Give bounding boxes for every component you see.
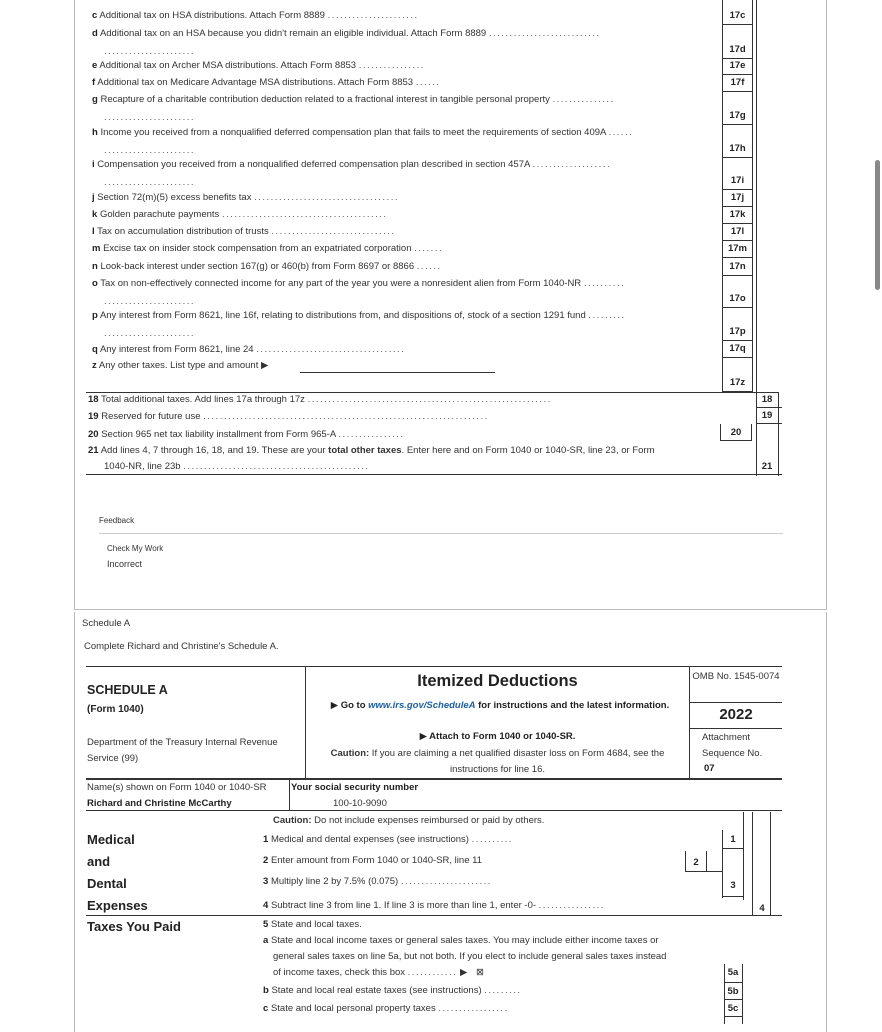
box-17-label: 17c xyxy=(729,10,746,21)
rule xyxy=(86,915,782,916)
line-text: Section 72(m)(5) excess benefits tax xyxy=(97,192,252,203)
box-17-label: 17n xyxy=(729,261,746,272)
box-17-label: 17z xyxy=(729,377,746,388)
box-17-rule xyxy=(722,58,753,59)
taxpayer-name: Richard and Christine McCarthy xyxy=(87,798,232,809)
line-17-row xyxy=(92,127,633,139)
form-top-rule xyxy=(86,666,782,667)
line-17-row xyxy=(92,10,419,22)
ssn-value: 100-10-9090 xyxy=(333,798,387,809)
box-17-label: 17m xyxy=(727,243,747,254)
box-17-label: 17h xyxy=(729,143,746,154)
line-17-row xyxy=(92,28,601,40)
line-17-row xyxy=(92,94,615,106)
leader-dots-cont: ...................... xyxy=(104,177,196,188)
box-17-label: 17p xyxy=(729,326,746,337)
leader-dots: .............................. xyxy=(271,226,396,237)
panel-divider xyxy=(74,609,826,610)
line-letter: f xyxy=(92,77,96,88)
box-17-rule xyxy=(722,206,753,207)
feedback-rule xyxy=(99,533,783,534)
rule xyxy=(756,407,782,408)
box-17-rule xyxy=(722,91,753,92)
line-text: Income you received from a nonqualified deferred compensation plan that fails to meet the requirements of section 409A xyxy=(100,127,606,138)
leader-dots: ........................................ xyxy=(221,209,388,220)
box-17-label: 17g xyxy=(729,110,746,121)
name-label: Name(s) shown on Form 1040 or 1040-SR xyxy=(87,782,267,793)
line-17-row xyxy=(92,344,405,356)
line-19: 19 Reserved for future use ..................................................................... xyxy=(88,411,489,422)
line-2: 2 Enter amount from Form 1040 or 1040-SR, line 11 xyxy=(263,855,482,866)
line-letter: h xyxy=(92,127,98,138)
rule xyxy=(86,810,782,811)
box-17-label: 17l xyxy=(730,226,745,237)
leader-dots: ................................... xyxy=(254,192,399,203)
omb-number: OMB No. 1545-0074 xyxy=(692,671,780,682)
line-letter: d xyxy=(92,28,98,39)
sequence-number: 07 xyxy=(704,763,715,774)
result-status: Incorrect xyxy=(107,559,143,569)
line-text: Look-back interest under section 167(g) or 460(b) from Form 8697 or 8866 xyxy=(100,261,415,272)
leader-dots-cont: ...................... xyxy=(104,46,196,57)
other-taxes-input-line[interactable] xyxy=(300,372,495,373)
box-17-rule xyxy=(722,24,753,25)
header-bottom-rule xyxy=(86,778,782,780)
tax-year: 2022 xyxy=(719,706,753,723)
box-17-label: 17e xyxy=(729,60,746,71)
rule xyxy=(724,982,743,983)
box-17-rule xyxy=(722,307,753,308)
line-18: 18 Total additional taxes. Add lines 17a through 17z ........................................................... xyxy=(88,394,552,405)
expenses-title: Expenses xyxy=(87,898,148,913)
line-letter: g xyxy=(92,94,98,105)
leader-dots: ......... xyxy=(588,310,626,321)
line-letter: q xyxy=(92,344,98,355)
line-text: Golden parachute payments xyxy=(99,209,220,220)
line-17-row xyxy=(92,278,625,290)
line-letter: z xyxy=(92,360,97,371)
rule xyxy=(689,728,782,729)
box-18: 18 xyxy=(761,394,773,405)
line-text: Excise tax on insider stock compensation from an expatriated corporation xyxy=(103,243,412,254)
goto-instructions: ▶ Go to www.irs.gov/ScheduleA for instructions and the latest information. xyxy=(330,700,670,711)
line-text: Recapture of a charitable contribution deduction related to a fractional interest in tangible personal property xyxy=(100,94,550,105)
section-instruction: Complete Richard and Christine's Schedule A. xyxy=(84,641,279,652)
line-letter: m xyxy=(92,243,101,254)
line-17-row xyxy=(92,261,442,273)
box-21: 21 xyxy=(761,461,773,472)
box-17-label: 17f xyxy=(730,77,745,88)
line-5c: c State and local personal property taxes ................. xyxy=(263,1003,509,1014)
box-17-rule xyxy=(722,189,753,190)
col-rule xyxy=(770,812,771,916)
rule xyxy=(756,423,782,424)
box-17-rule xyxy=(722,275,753,276)
line-letter: j xyxy=(92,192,95,203)
sales-tax-checkbox[interactable]: ⊠ xyxy=(475,967,484,978)
line-letter: i xyxy=(92,159,95,170)
line-17-row xyxy=(92,159,611,171)
line-text: Compensation you received from a nonqualified deferred compensation plan described in section 457A xyxy=(97,159,530,170)
line-letter: o xyxy=(92,278,98,289)
line-17-row xyxy=(92,226,396,238)
leader-dots: .......... xyxy=(583,278,626,289)
box-17-label: 17i xyxy=(730,175,745,186)
box-17-rule xyxy=(722,74,753,75)
dental-title: Dental xyxy=(87,876,127,891)
line-17-row xyxy=(92,192,399,204)
line-5a-cont1: general sales taxes on line 5a, but not both. If you elect to include general sales taxes instead xyxy=(273,951,667,962)
separator xyxy=(86,474,782,475)
box-17-rule xyxy=(722,357,753,358)
header-rule xyxy=(689,666,690,778)
box-20: 20 xyxy=(730,427,742,438)
line-text: Tax on accumulation distribution of trusts xyxy=(97,226,269,237)
line-21: 21 Add lines 4, 7 through 16, 18, and 19. These are your total other taxes. Enter here and on Form 1040 or 1040-SR, line 23, or Form xyxy=(88,445,655,456)
box-17-rule xyxy=(722,157,753,158)
box-17-rule xyxy=(722,124,753,125)
line-letter: c xyxy=(92,10,98,21)
attachment-label: Attachment Sequence No. xyxy=(702,732,763,759)
leader-dots: ................ xyxy=(358,60,425,71)
rule xyxy=(706,851,707,871)
col-rule xyxy=(743,812,744,900)
rule xyxy=(724,1016,743,1017)
line-17-row xyxy=(92,209,388,221)
box-5b: 5b xyxy=(727,986,739,997)
box-1: 1 xyxy=(730,834,736,845)
col-rule xyxy=(722,830,723,898)
box-17-rule xyxy=(722,340,753,341)
col-rule xyxy=(778,392,779,476)
leader-dots: ...... xyxy=(608,127,634,138)
box-17-label: 17d xyxy=(729,44,746,55)
box-17-rule xyxy=(722,257,753,258)
line-text: Additional tax on an HSA because you didn't remain an eligible individual. Attach Form 8889 xyxy=(99,28,487,39)
line-text: Additional tax on Archer MSA distributions. Attach Form 8853 xyxy=(99,60,357,71)
separator xyxy=(86,392,778,393)
leader-dots: ...................... xyxy=(327,10,419,21)
line-5a: a State and local income taxes or general sales taxes. You may include either income taxes or xyxy=(263,935,659,946)
line-5a-cont2: of income taxes, check this box ............ ▶ ⊠ xyxy=(273,967,484,978)
line-20: 20 Section 965 net tax liability installment from Form 965-A ................ xyxy=(88,429,405,440)
line-17-row xyxy=(92,243,443,255)
caution-note: Caution: If you are claiming a net qualified disaster loss on Form 4684, see the instructions for line 16. xyxy=(330,748,665,775)
line-text: Tax on non-effectively connected income for any part of the year you were a nonresident alien from Form 1040-NR xyxy=(100,278,582,289)
box-17-label: 17j xyxy=(730,192,745,203)
col-rule xyxy=(742,964,743,1024)
col-rule xyxy=(756,0,757,392)
line-1: 1 Medical and dental expenses (see instructions) .......... xyxy=(263,834,514,845)
box-17-label: 17o xyxy=(729,293,746,304)
line-text: Any other taxes. List type and amount ▶ xyxy=(98,360,269,371)
rule xyxy=(289,780,290,810)
line-text: Any interest from Form 8621, line 24 xyxy=(99,344,254,355)
box-3: 3 xyxy=(730,880,736,891)
line-4: 4 Subtract line 3 from line 1. If line 3 is more than line 1, enter -0- ................ xyxy=(263,900,605,911)
form-number: (Form 1040) xyxy=(87,704,144,715)
medical-title-and: and xyxy=(87,854,111,869)
line-3: 3 Multiply line 2 by 7.5% (0.075) ...................... xyxy=(263,876,492,887)
feedback-title: Feedback xyxy=(99,516,135,525)
line-21-cont: 1040-NR, line 23b ............................................. xyxy=(104,461,370,472)
leader-dots: ...... xyxy=(415,77,441,88)
col-rule xyxy=(752,812,753,916)
form-title: Itemized Deductions xyxy=(417,672,578,690)
leader-dots: ........................... xyxy=(488,28,601,39)
rule xyxy=(689,702,782,703)
line-17-row xyxy=(92,60,425,72)
line-17-row xyxy=(92,310,626,322)
taxes-title: Taxes You Paid xyxy=(87,919,181,934)
department: Department of the Treasury Internal Revenue Service (99) xyxy=(87,737,278,764)
line-letter: l xyxy=(92,226,95,237)
line-17-row xyxy=(92,77,441,89)
line-5: 5 State and local taxes. xyxy=(263,919,362,930)
line-letter: p xyxy=(92,310,98,321)
box-2: 2 xyxy=(693,857,699,868)
schedule-name: SCHEDULE A xyxy=(87,683,168,697)
leader-dots-cont: ...................... xyxy=(104,296,196,307)
page-scrollbar[interactable] xyxy=(875,160,880,290)
leader-dots: ................... xyxy=(532,159,612,170)
medical-title: Medical xyxy=(87,832,135,847)
line-letter: n xyxy=(92,261,98,272)
box-17-label: 17k xyxy=(729,209,746,220)
medical-caution: Caution: Do not include expenses reimbursed or paid by others. xyxy=(273,815,545,826)
ssn-label: Your social security number xyxy=(291,782,419,793)
leader-dots: ...... xyxy=(416,261,442,272)
box-17-rule xyxy=(722,223,753,224)
line-text: Additional tax on Medicare Advantage MSA distributions. Attach Form 8853 xyxy=(97,77,414,88)
line-5b: b State and local real estate taxes (see instructions) ......... xyxy=(263,985,522,996)
leader-dots-cont: ...................... xyxy=(104,328,196,339)
leader-dots-cont: ...................... xyxy=(104,145,196,156)
attach-note: ▶ Attach to Form 1040 or 1040-SR. xyxy=(419,731,576,742)
box-17-rule xyxy=(722,240,753,241)
section-title: Schedule A xyxy=(82,618,131,629)
check-my-work-button[interactable]: Check My Work xyxy=(107,544,164,553)
rule xyxy=(722,896,744,897)
line-17-row xyxy=(92,360,268,372)
rule xyxy=(722,848,744,849)
box-17-label: 17q xyxy=(729,343,746,354)
leader-dots: ....... xyxy=(414,243,444,254)
box-19: 19 xyxy=(761,410,773,421)
leader-dots: .................................... xyxy=(256,344,406,355)
leader-dots: ............... xyxy=(552,94,615,105)
line-letter: e xyxy=(92,60,98,71)
rule xyxy=(724,999,743,1000)
box-4: 4 xyxy=(759,903,765,914)
line-letter: k xyxy=(92,209,98,220)
irs-link[interactable]: www.irs.gov/ScheduleA xyxy=(368,700,476,711)
leader-dots-cont: ...................... xyxy=(104,112,196,123)
line-text: Any interest from Form 8621, line 16f, relating to distributions from, and dispositions of, stock of a section 1291 fund xyxy=(99,310,586,321)
box-5c: 5c xyxy=(727,1003,739,1014)
line-text: Additional tax on HSA distributions. Attach Form 8889 xyxy=(99,10,325,21)
box-5a: 5a xyxy=(727,967,739,978)
